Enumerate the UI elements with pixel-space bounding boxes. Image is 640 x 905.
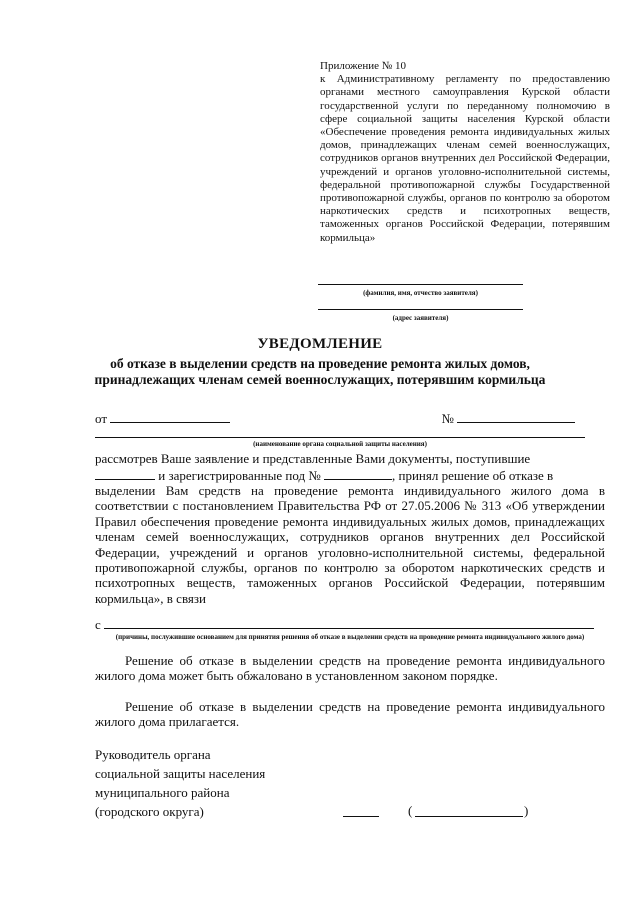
applicant-name-caption: (фамилия, имя, отчество заявителя) <box>363 289 478 297</box>
registered-label: и зарегистрированные под № <box>158 468 321 483</box>
applicant-address-line[interactable] <box>318 309 523 310</box>
receipt-date-field[interactable] <box>95 467 155 480</box>
decision-text: , принял решение об отказе в <box>392 468 554 483</box>
applicant-address-caption: (адрес заявителя) <box>392 314 449 322</box>
signatory-name-field[interactable] <box>415 816 523 817</box>
name-field-paren-open: ( <box>408 803 413 818</box>
from-label: от <box>95 411 108 426</box>
body-main: выделении Вам средств на проведение ремонта индивидуального жилого дома в соответствии с постановлением Правительства РФ от 27.05.2006 № 313 «Об утверждении Правил обеспечения проведение ремонта индивидуальных жилых домов, принадлежащих членам семей военнослужащих, сотрудников органов внутренних дел Российской Федерации, учреждений и органов уголовно-исполнительной системы, федеральной противопожарной службы, органов по контролю за оборотом наркотических средств и психотропных веществ, таможенных органов Российской Федерации, потерявшим кормильца», в связи <box>95 483 605 606</box>
appendix-text: к Административному регламенту по предоставлению органами местного самоуправления Курской области государственной услуги по переданному полномочию в сфере социальной защиты населения Курской области «Обеспечение проведения ремонта индивидуальных жилых домов, принадлежащих членам семей военнослужащих, сотрудников органов внутренних дел Российской Федерации, учреждений и органов уголовно-исполнительной системы, федеральной противопожарной службы Государственной противопожарной службы, органов по контролю за оборотом наркотических средств и психотропных веществ, таможенных органов Российской Федерации, потерявшим кормильца» <box>320 73 610 244</box>
paragraph-appeal: Решение об отказе в выделении средств на проведение ремонта индивидуального жилого дома может быть обжаловано в установленном законом порядке. <box>95 653 605 684</box>
signatory-line-4: (городского округа) <box>95 804 204 819</box>
number-label: № <box>441 411 454 426</box>
registration-number-field[interactable] <box>324 467 392 480</box>
signatory-block <box>95 745 265 821</box>
from-number-row <box>95 410 605 426</box>
signatory-line-2: социальной защиты населения <box>95 766 266 781</box>
from-date-field[interactable] <box>110 410 230 423</box>
body-line-1: рассмотрев Ваше заявление и представленные Вами документы, поступившие <box>95 451 531 466</box>
appendix-title: Приложение № 10 <box>320 60 407 72</box>
name-field-paren-close: ) <box>524 803 529 818</box>
reason-field[interactable] <box>104 616 594 629</box>
org-name-caption: (наименование органа социальной защиты населения) <box>253 440 427 448</box>
notice-subtitle: об отказе в выделении средств на проведение ремонта жилых домов, принадлежащих членам семей военнослужащих, потерявшим кормильца <box>94 356 546 387</box>
signatory-line-1: Руководитель органа <box>95 747 211 762</box>
appendix-block <box>320 60 610 245</box>
reason-row <box>95 616 605 632</box>
signature-field[interactable] <box>343 816 379 817</box>
applicant-name-line[interactable] <box>318 284 523 285</box>
reasons-caption: (причины, послужившие основанием для принятия решения об отказе в выделении средств на проведение ремонта индивидуального жилого дома) <box>115 633 585 641</box>
notice-number-field[interactable] <box>457 410 575 423</box>
paragraph-attached: Решение об отказе в выделении средств на проведение ремонта индивидуального жилого дома прилагается. <box>95 699 605 730</box>
org-name-line[interactable] <box>95 437 585 438</box>
signatory-line-3: муниципального района <box>95 785 230 800</box>
with-label: с <box>95 617 101 632</box>
body-line-2 <box>95 467 605 483</box>
notice-title: УВЕДОМЛЕНИЕ <box>257 336 383 352</box>
